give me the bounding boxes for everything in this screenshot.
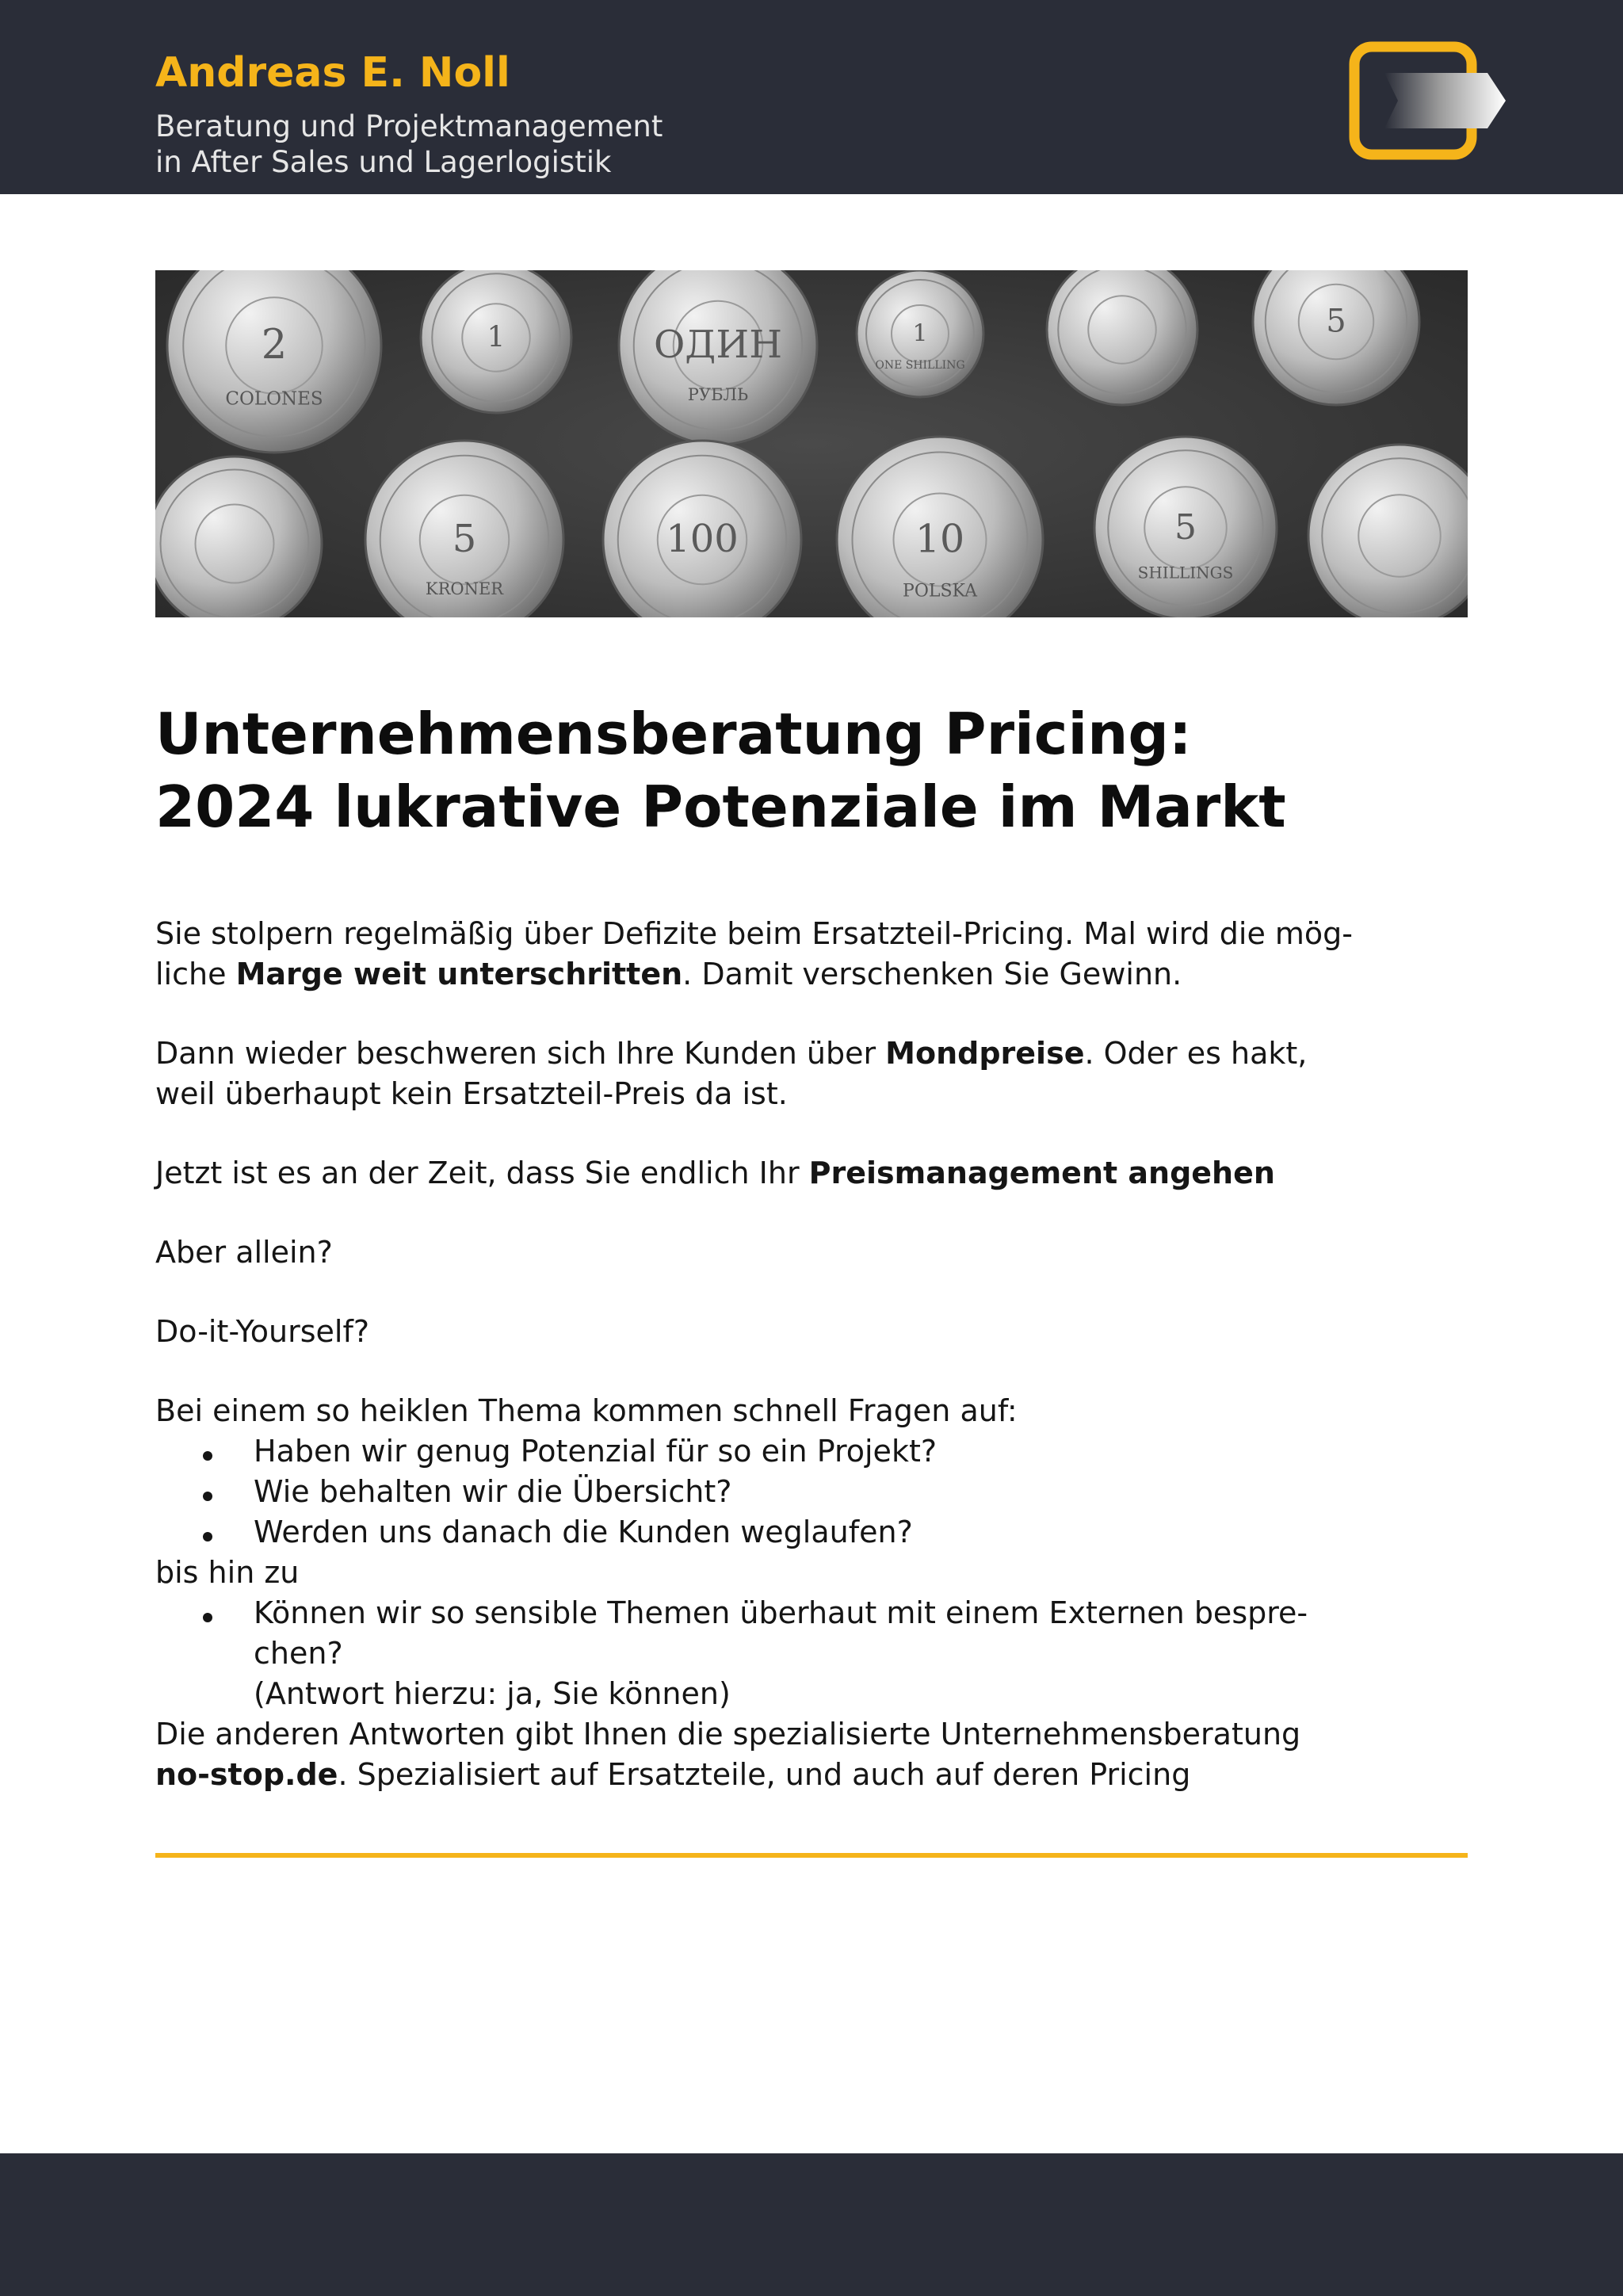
coin-value-text: 5 — [1174, 506, 1197, 548]
bullet-dot — [203, 1613, 212, 1622]
text-span: . Spezialisiert auf Ersatzteile, und auch auf deren Pricing — [338, 1757, 1191, 1792]
page-header — [0, 0, 1623, 194]
list-item: Werden uns danach die Kunden weglaufen? — [254, 1515, 913, 1549]
bold-text-no-stop: no-stop.de — [155, 1757, 338, 1792]
paragraph-7: bis hin zu — [155, 1555, 300, 1590]
coin-value-text: 10 — [915, 516, 965, 562]
coin-inscription-text: POLSKA — [903, 581, 977, 602]
coin-value-text: ОДИН — [653, 323, 783, 367]
list-item-answer: (Antwort hierzu: ja, Sie können) — [254, 1676, 731, 1711]
coin — [421, 270, 571, 413]
bold-text-marge: Marge weit unterschritten — [235, 957, 683, 991]
coin-value-text: 100 — [666, 517, 739, 561]
page-footer — [0, 2153, 1623, 2296]
paragraph-3 — [155, 1153, 1487, 1194]
coin — [1094, 437, 1277, 617]
paragraph-8-line-1: Die anderen Antworten gibt Ihnen die spezialisierte Unternehmensberatung — [155, 1717, 1301, 1752]
coins-banner-image — [155, 270, 1468, 617]
list-item: Haben wir genug Potenzial für so ein Projekt? — [254, 1434, 938, 1469]
page-title-line-1: Unternehmensberatung Pricing: — [155, 701, 1192, 767]
paragraph-2-line-2: weil überhaupt kein Ersatzteil-Preis da ist. — [155, 1076, 788, 1111]
divider-line — [155, 1853, 1468, 1858]
bold-text-mondpreise: Mondpreise — [885, 1036, 1085, 1071]
page-title-line-2: 2024 lukrative Potenziale im Markt — [155, 774, 1286, 840]
coin — [1047, 270, 1197, 405]
list-item: Wie behalten wir die Übersicht? — [254, 1474, 732, 1509]
coin-value-text: 5 — [1326, 303, 1346, 340]
coin-inscription-text: COLONES — [225, 388, 323, 410]
coins-photo — [155, 270, 1468, 617]
paragraph-2-line-1 — [155, 1033, 1487, 1074]
coin-value-text: 2 — [261, 322, 288, 369]
coin-inscription-text: РУБЛЬ — [687, 384, 749, 404]
coin-inscription-text: ONE SHILLING — [875, 359, 965, 372]
brand-tagline-line-1: Beratung und Projektmanagement — [155, 109, 663, 143]
coin — [857, 270, 983, 397]
coin-inscription-text: SHILLINGS — [1137, 563, 1234, 583]
bullet-dot — [203, 1492, 212, 1501]
text-span: . Oder es hakt, — [1084, 1036, 1308, 1071]
text-span: Jetzt ist es an der Zeit, dass Sie endlich Ihr — [155, 1156, 809, 1190]
bullet-dot — [203, 1532, 212, 1541]
brand-tagline-line-2: in After Sales und Lagerlogistik — [155, 145, 612, 179]
paragraph-1-line-2 — [155, 954, 1487, 995]
text-span: Dann wieder beschweren sich Ihre Kunden über — [155, 1036, 886, 1071]
paragraph-4: Aber allein? — [155, 1235, 333, 1270]
coin-inscription-text: KRONER — [425, 579, 504, 598]
paragraph-6: Bei einem so heiklen Thema kommen schnell Fragen auf: — [155, 1393, 1018, 1428]
no-stop-logo-icon — [1349, 41, 1507, 160]
paragraph-1-line-1: Sie stolpern regelmäßig über Defizite beim Ersatzteil-Pricing. Mal wird die mög- — [155, 916, 1354, 951]
paragraph-5: Do-it-Yourself? — [155, 1314, 369, 1349]
coin-value-text: 1 — [912, 319, 928, 348]
coin-value-text: 5 — [452, 517, 477, 561]
bullet-dot — [203, 1451, 212, 1461]
list-item-continuation: chen? — [254, 1636, 343, 1671]
page-title — [155, 697, 1468, 843]
paragraph-8-line-2 — [155, 1755, 1487, 1795]
text-span: . Damit verschenken Sie Gewinn. — [682, 957, 1182, 991]
list-item: Können wir so sensible Themen überhaut mit einem Externen bespre- — [254, 1595, 1308, 1630]
coin-value-text: 1 — [487, 321, 506, 354]
brand-name: Andreas E. Noll — [155, 49, 510, 97]
bold-text-preismanagement: Preismanagement angehen — [808, 1156, 1275, 1190]
text-span: liche — [155, 957, 236, 991]
